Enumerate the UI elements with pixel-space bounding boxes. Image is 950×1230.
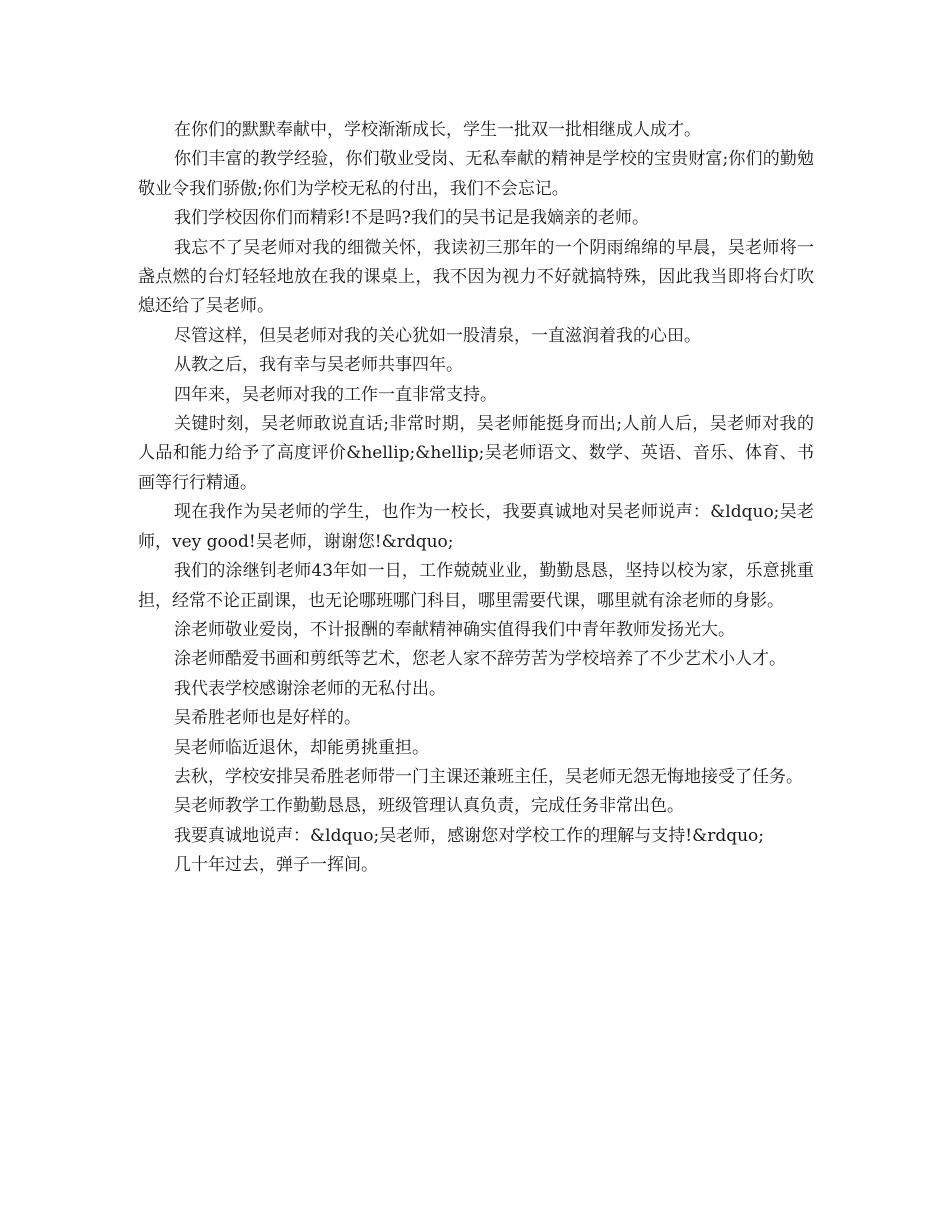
paragraph: 现在我作为吴老师的学生，也作为一校长，我要真诚地对吴老师说声：&ldquo;吴老师，vey good!吴老师，谢谢您!&rdquo;: [138, 502, 814, 552]
paragraph: 几十年过去，弹子一挥间。: [174, 855, 378, 876]
paragraph: 涂老师敬业爱岗，不计报酬的奉献精神确实值得我们中青年教师发扬光大。: [174, 619, 735, 640]
paragraph: 吴老师教学工作勤勤恳恳，班级管理认真负责，完成任务非常出色。: [174, 796, 684, 817]
paragraph: 在你们的默默奉献中，学校渐渐成长，学生一批双一批相继成人成才。: [174, 120, 701, 140]
paragraph: 涂老师酷爱书画和剪纸等艺术，您老人家不辞劳苦为学校培养了不少艺术小人才。: [174, 649, 786, 670]
paragraph: 四年来，吴老师对我的工作一直非常支持。: [174, 384, 497, 405]
paragraph: 我代表学校感谢涂老师的无私付出。: [174, 678, 446, 699]
paragraph: 吴希胜老师也是好样的。: [174, 708, 361, 729]
paragraph: 我们学校因你们而精彩!不是吗?我们的吴书记是我嫡亲的老师。: [174, 208, 649, 229]
paragraph: 吴老师临近退休，却能勇挑重担。: [174, 737, 429, 758]
paragraph: 尽管这样，但吴老师对我的关心犹如一股清泉，一直滋润着我的心田。: [174, 325, 701, 346]
paragraph: 关键时刻，吴老师敢说直话;非常时期，吴老师能挺身而出;人前人后，吴老师对我的人品和能力给予了高度评价&hellip;&hellip;吴老师语文、数学、英语、音乐、体育、书画等行行精通。: [138, 414, 814, 493]
paragraph: 我要真诚地说声：&ldquo;吴老师，感谢您对学校工作的理解与支持!&rdquo;: [174, 825, 765, 846]
paragraph: 你们丰富的教学经验，你们敬业受岗、无私奉献的精神是学校的宝贵财富;你们的勤勉敬业令我们骄傲;你们为学校无私的付出，我们不会忘记。: [138, 149, 814, 199]
paragraph: 我们的涂继钊老师43年如一日，工作兢兢业业，勤勤恳恳，坚持以校为家，乐意挑重担，经常不论正副课，也无论哪班哪门科目，哪里需要代课，哪里就有涂老师的身影。: [138, 561, 814, 611]
paragraph: 我忘不了吴老师对我的细微关怀，我读初三那年的一个阴雨绵绵的早晨，吴老师将一盏点燃的台灯轻轻地放在我的课桌上，我不因为视力不好就搞特殊，因此我当即将台灯吹熄还给了吴老师。: [138, 237, 814, 317]
paragraph: 去秋，学校安排吴希胜老师带一门主课还兼班主任，吴老师无怨无悔地接受了任务。: [174, 766, 803, 787]
document-body: [138, 116, 814, 881]
paragraph: 从教之后，我有幸与吴老师共事四年。: [174, 355, 463, 376]
